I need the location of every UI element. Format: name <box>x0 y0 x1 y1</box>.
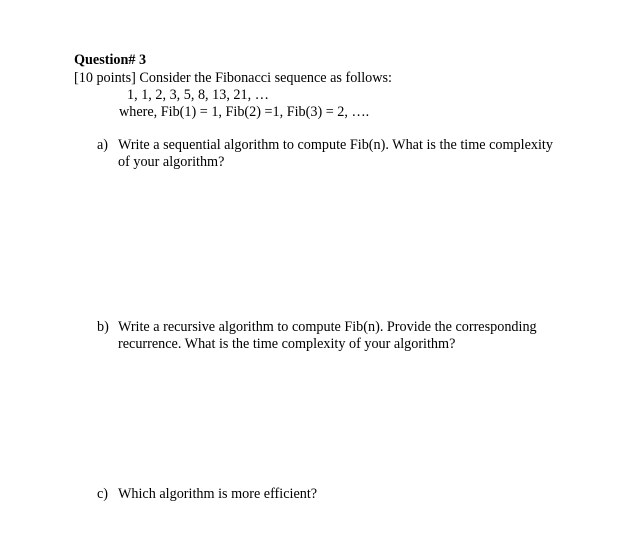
fibonacci-definition: where, Fib(1) = 1, Fib(2) =1, Fib(3) = 2, …. <box>119 104 370 120</box>
part-c-line-1: Which algorithm is more efficient? <box>118 486 318 502</box>
part-b-line-2: recurrence. What is the time complexity of your algorithm? <box>118 336 456 352</box>
part-b-label: b) <box>97 319 109 335</box>
part-b-line-1: Write a recursive algorithm to compute Fib(n). Provide the corresponding <box>118 319 537 335</box>
part-c-label: c) <box>97 486 109 502</box>
part-a-line-2: of your algorithm? <box>118 154 225 170</box>
question-title: Question# 3 <box>74 52 147 68</box>
question-intro: [10 points] Consider the Fibonacci sequence as follows: <box>74 70 392 86</box>
part-a-label: a) <box>97 137 109 153</box>
part-a-line-1: Write a sequential algorithm to compute Fib(n). What is the time complexity <box>118 137 553 153</box>
fibonacci-sequence: 1, 1, 2, 3, 5, 8, 13, 21, … <box>127 87 269 103</box>
